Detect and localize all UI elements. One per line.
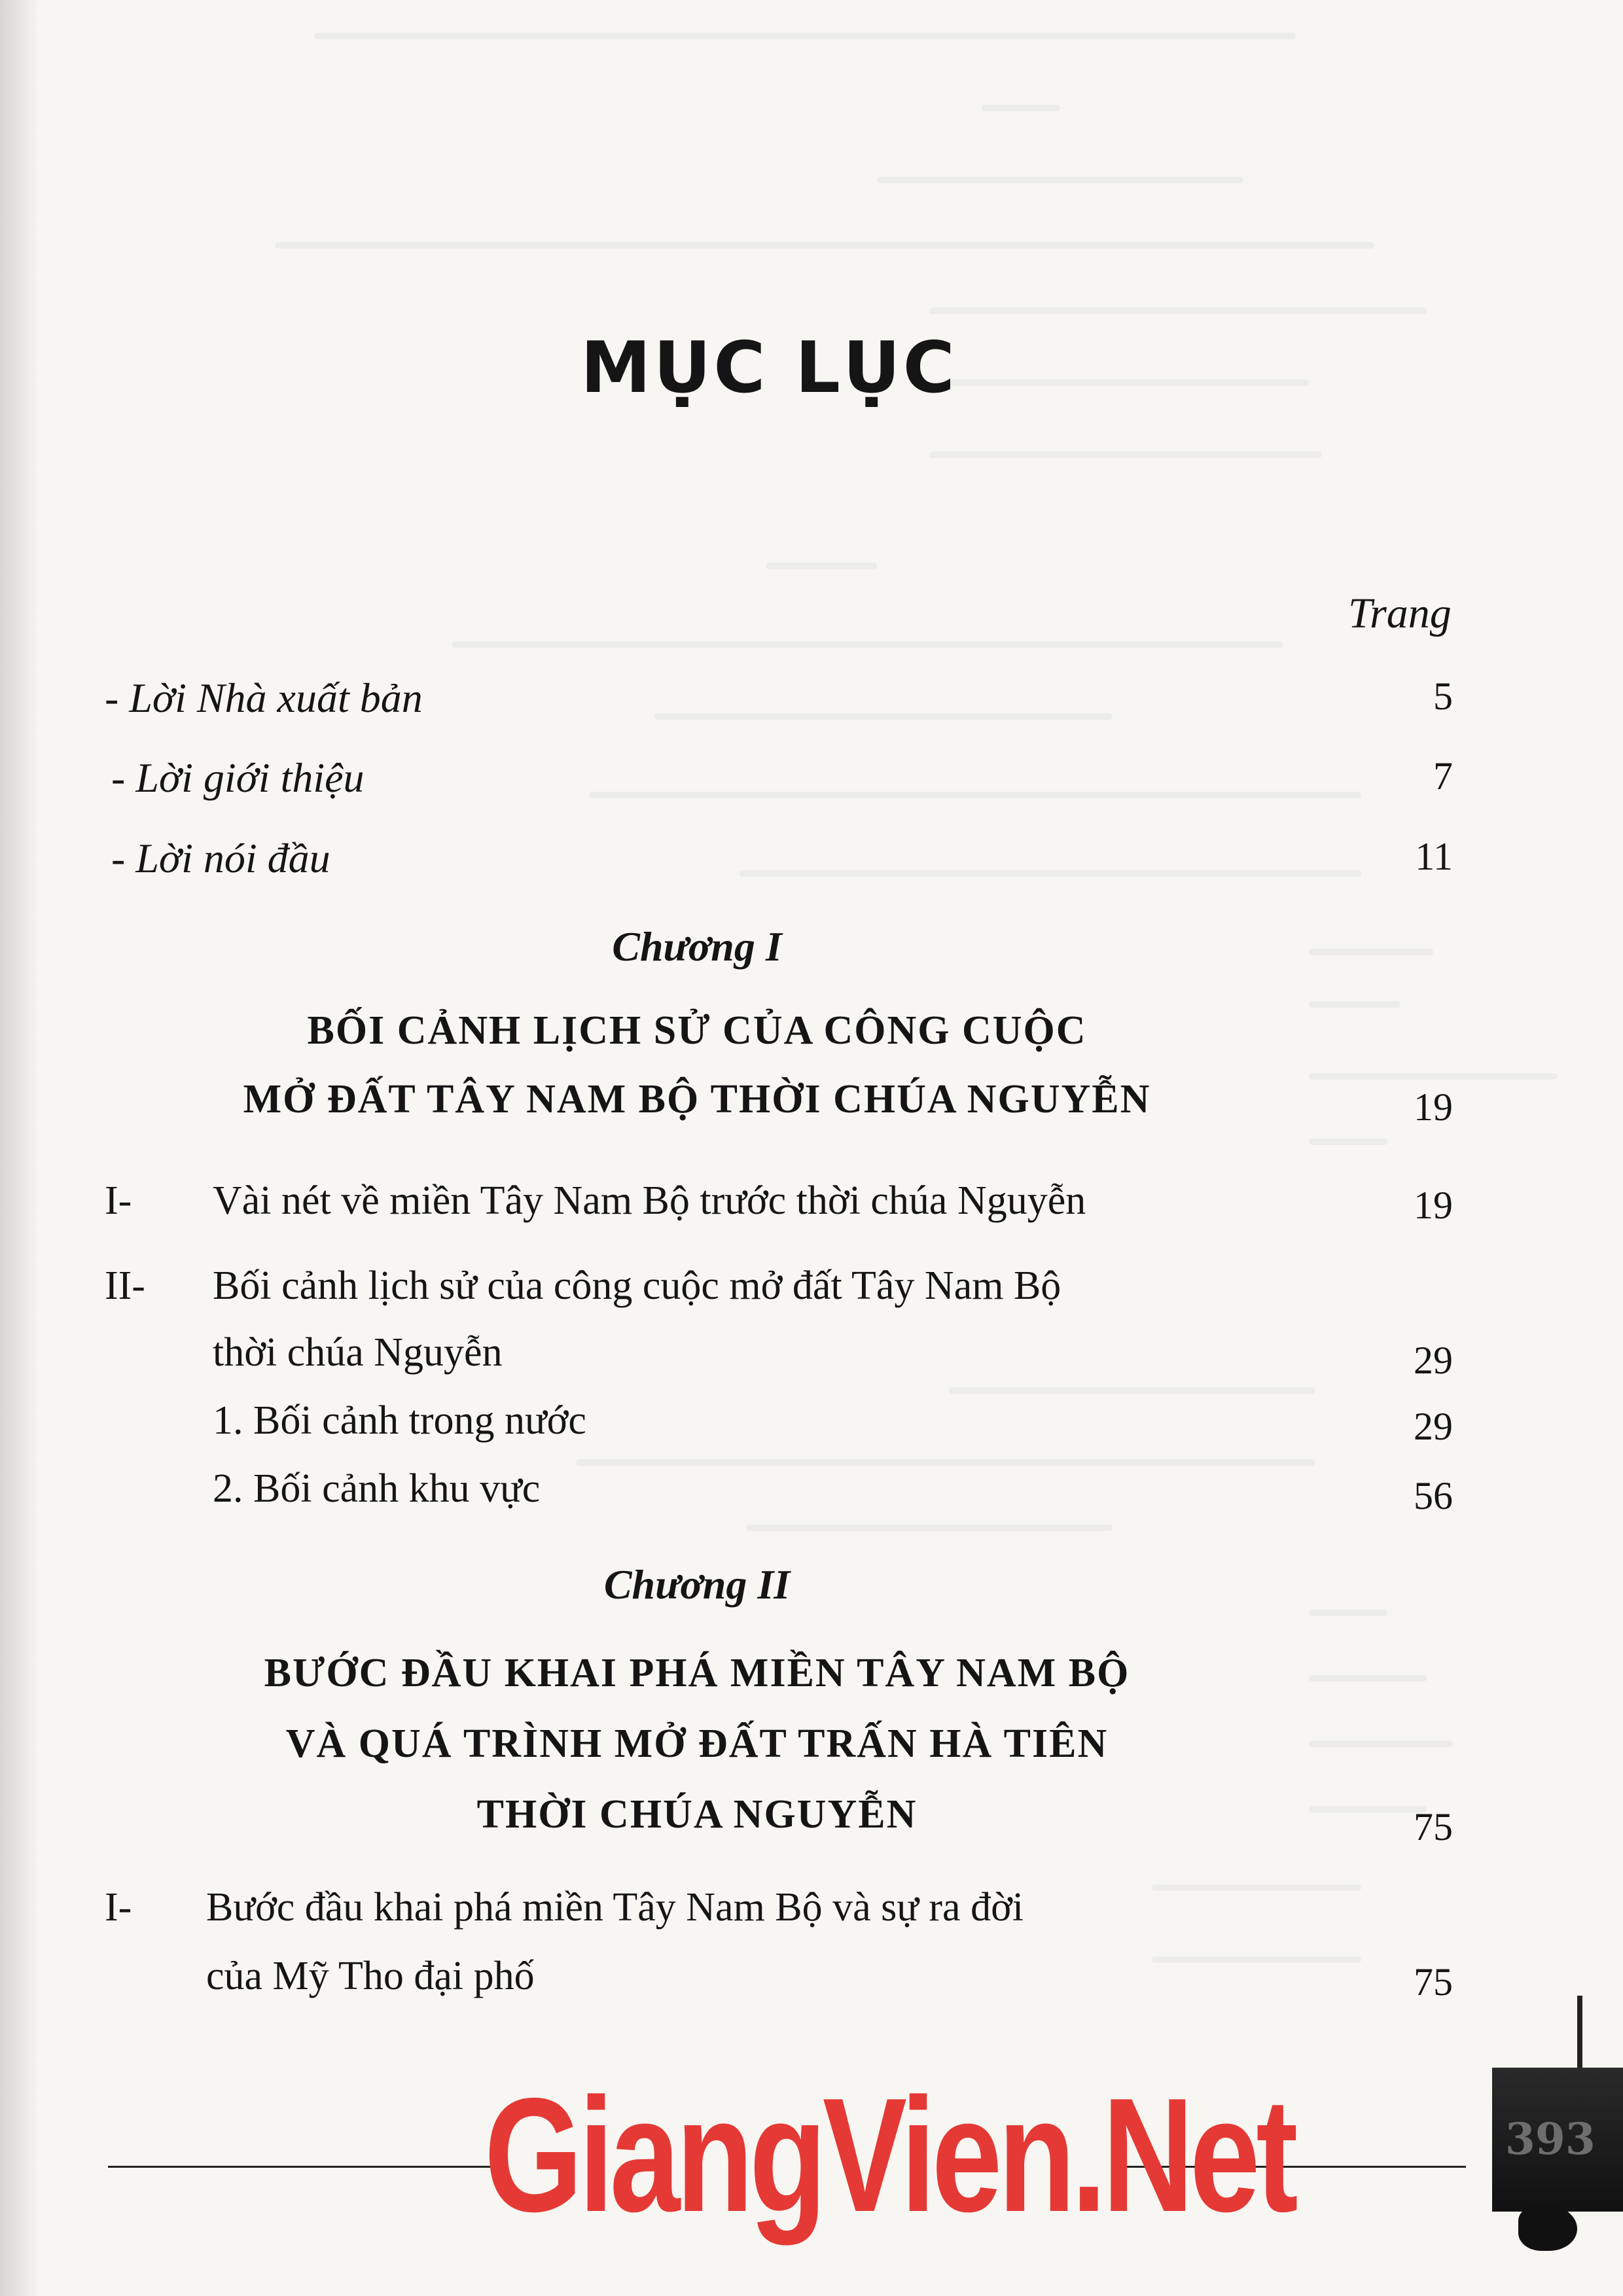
footer-rule-left [108,2166,494,2168]
chapter-2-title-line-1: BƯỚC ĐẦU KHAI PHÁ MIỀN TÂY NAM BỘ [264,1651,1130,1695]
thumb-tab-strip [1577,1996,1582,2074]
chapter-1-label: Chương I [612,923,782,970]
toc-page-number: 11 [1415,835,1453,878]
toc-entry-introduction: - Lời giới thiệu [111,754,365,801]
subsection-page-number: 56 [1414,1474,1453,1517]
toc-page-number: 5 [1433,675,1453,718]
page-number: 393 [1505,2113,1596,2164]
section-title-line-1: Bước đầu khai phá miền Tây Nam Bộ và sự ra đời [206,1885,1024,1930]
toc-entry-publisher-note: - Lời Nhà xuất bản [105,675,423,721]
scan-artifact [1518,2205,1577,2251]
subsection-page-number: 29 [1414,1405,1453,1448]
watermark-logo: GiangVien.Net [484,2064,1294,2246]
page-column-label: Trang [1348,590,1452,637]
section-page-number: 29 [1414,1339,1453,1382]
subsection-title: 2. Bối cảnh khu vực [213,1466,541,1511]
section-title-line-2: thời chúa Nguyễn [213,1330,503,1375]
section-title-line-1: Bối cảnh lịch sử của công cuộc mở đất Tây Nam Bộ [213,1263,1061,1308]
chapter-2-title-line-2: VÀ QUÁ TRÌNH MỞ ĐẤT TRẤN HÀ TIÊN [285,1722,1109,1766]
section-page-number: 75 [1414,1960,1453,2004]
chapter-1-title-line-1: BỐI CẢNH LỊCH SỬ CỦA CÔNG CUỘC [307,1008,1087,1053]
chapter-2-title-line-3: THỜI CHÚA NGUYỄN [476,1792,918,1837]
section-number: II- [105,1263,145,1308]
section-title: Vài nét về miền Tây Nam Bộ trước thời chúa Nguyễn [213,1178,1086,1223]
toc-entry-foreword: - Lời nói đầu [111,835,330,881]
section-page-number: 19 [1414,1184,1453,1227]
chapter-2-label: Chương II [603,1561,791,1608]
subsection-title: 1. Bối cảnh trong nước [213,1398,586,1443]
chapter-2-page-number: 75 [1414,1805,1453,1848]
section-title-line-2: của Mỹ Tho đại phố [206,1954,535,1998]
page-title: MỤC LỤC [580,327,957,409]
chapter-1-page-number: 19 [1414,1086,1453,1129]
section-number: I- [105,1885,132,1930]
toc-page-number: 7 [1433,754,1453,798]
chapter-1-title-line-2: MỞ ĐẤT TÂY NAM BỘ THỜI CHÚA NGUYỄN [243,1077,1151,1122]
section-number: I- [105,1178,132,1223]
